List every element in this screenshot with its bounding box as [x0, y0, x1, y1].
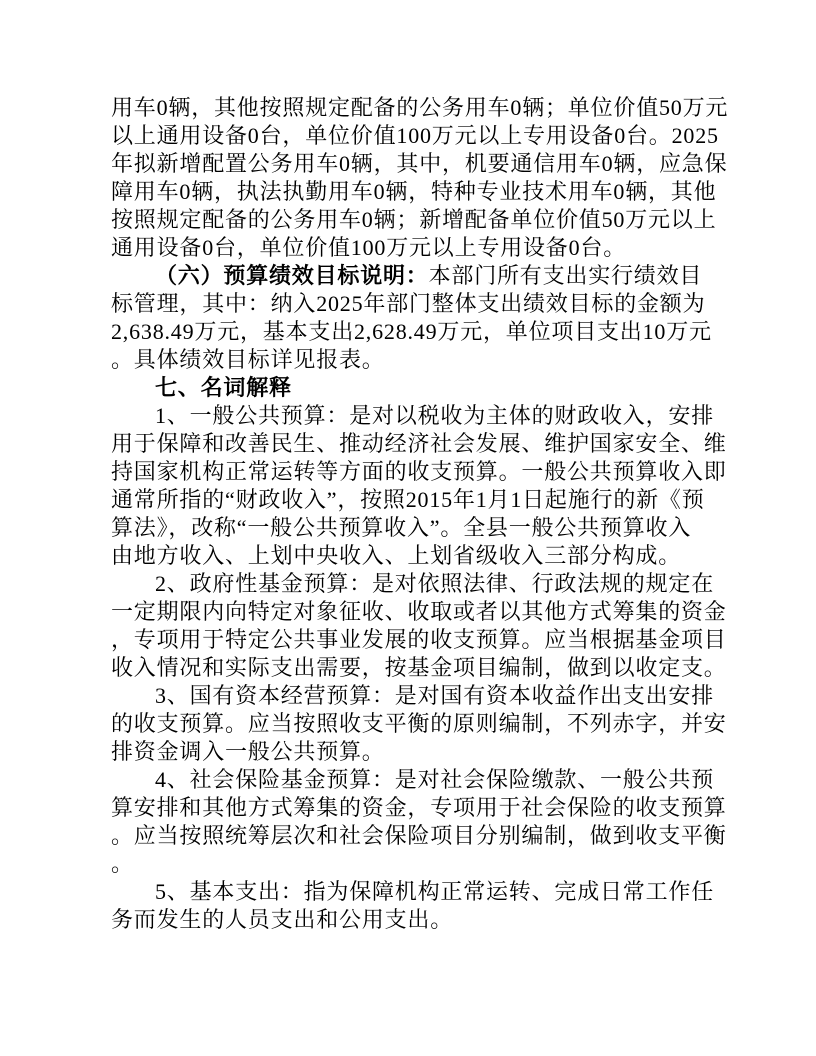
document-line [111, 710, 727, 738]
text-segment: 通常所指的“财政收入”，按照2015年1月1日起施行的新《预 [111, 487, 705, 512]
document-line [111, 570, 713, 598]
document-line [111, 458, 727, 486]
bold-text-segment: 七、名词解释 [155, 375, 292, 400]
document-line [111, 906, 713, 934]
document-content [111, 94, 729, 934]
document-line [111, 346, 713, 374]
text-segment: 。具体绩效目标详见报表。 [111, 347, 385, 372]
document-line [111, 206, 717, 234]
document-line [111, 94, 729, 122]
document-line [111, 486, 713, 514]
document-line [111, 150, 728, 178]
text-segment: 一定期限内向特定对象征收、收取或者以其他方式筹集的资金 [111, 599, 727, 624]
document-line [111, 234, 713, 262]
text-segment: 5、基本支出：指为保障机构正常运转、完成日常工作任 [155, 879, 715, 904]
document-line [111, 626, 727, 654]
document-line [111, 766, 713, 794]
document-line [111, 122, 719, 150]
text-segment: 障用车0辆，执法执勤用车0辆，特种专业技术用车0辆，其他 [111, 179, 717, 204]
text-segment: 以上通用设备0台，单位价值100万元以上专用设备0台。2025 [111, 123, 719, 148]
text-segment: 1、一般公共预算：是对以税收为主体的财政收入，安排 [155, 403, 715, 428]
text-segment: 用于保障和改善民生、推动经济社会发展、维护国家安全、维 [111, 431, 727, 456]
text-segment: 务而发生的人员支出和公用支出。 [111, 907, 454, 932]
document-line [111, 402, 713, 430]
text-segment: 的收支预算。应当按照收支平衡的原则编制，不列赤字，并安 [111, 711, 727, 736]
document-line [111, 738, 713, 766]
text-segment: 由地方收入、上划中央收入、上划省级收入三部分构成。 [111, 543, 682, 568]
text-segment: 算安排和其他方式筹集的资金，专项用于社会保险的收支预算 [111, 795, 727, 820]
document-line [111, 682, 713, 710]
document-line [111, 794, 727, 822]
text-segment: 2、政府性基金预算：是对依照法律、行政法规的规定在 [155, 571, 715, 596]
document-line [111, 430, 727, 458]
document-line [111, 822, 727, 850]
text-segment: 用车0辆，其他按照规定配备的公务用车0辆；单位价值50万元 [111, 95, 729, 120]
document-line [111, 178, 717, 206]
text-segment: 按照规定配备的公务用车0辆；新增配备单位价值50万元以上 [111, 207, 717, 232]
document-line [111, 878, 713, 906]
document-line [111, 850, 713, 878]
document-line [111, 374, 713, 402]
text-segment: 。 [111, 851, 134, 876]
text-segment: 排资金调入一般公共预算。 [111, 739, 385, 764]
document-line [111, 598, 727, 626]
document-line [111, 514, 713, 542]
text-segment: 收入情况和实际支出需要，按基金项目编制，做到以收定支。 [111, 655, 727, 680]
text-segment: 年拟新增配置公务用车0辆，其中，机要通信用车0辆，应急保 [111, 151, 728, 176]
document-line [111, 654, 727, 682]
text-segment: 算法》，改称“一般公共预算收入”。全县一般公共预算收入 [111, 515, 692, 540]
text-segment: 标管理，其中：纳入2025年部门整体支出绩效目标的金额为 [111, 291, 706, 316]
text-segment: 4、社会保险基金预算：是对社会保险缴款、一般公共预 [155, 767, 715, 792]
document-line [111, 542, 713, 570]
document-line [111, 318, 713, 346]
text-segment: 本部门所有支出实行绩效目 [428, 263, 703, 288]
bold-text-segment: （六）预算绩效目标说明： [155, 263, 429, 288]
text-segment: 2,638.49万元，基本支出2,628.49万元，单位项目支出10万元 [111, 319, 712, 344]
text-segment: 通用设备0台，单位价值100万元以上专用设备0台。 [111, 235, 627, 260]
text-segment: ，专项用于特定公共事业发展的收支预算。应当根据基金项目 [111, 627, 727, 652]
document-line [111, 262, 713, 290]
text-segment: 。应当按照统筹层次和社会保险项目分别编制，做到收支平衡 [111, 823, 727, 848]
text-segment: 3、国有资本经营预算：是对国有资本收益作出支出安排 [155, 683, 715, 708]
document-line [111, 290, 713, 318]
text-segment: 持国家机构正常运转等方面的收支预算。一般公共预算收入即 [111, 459, 727, 484]
